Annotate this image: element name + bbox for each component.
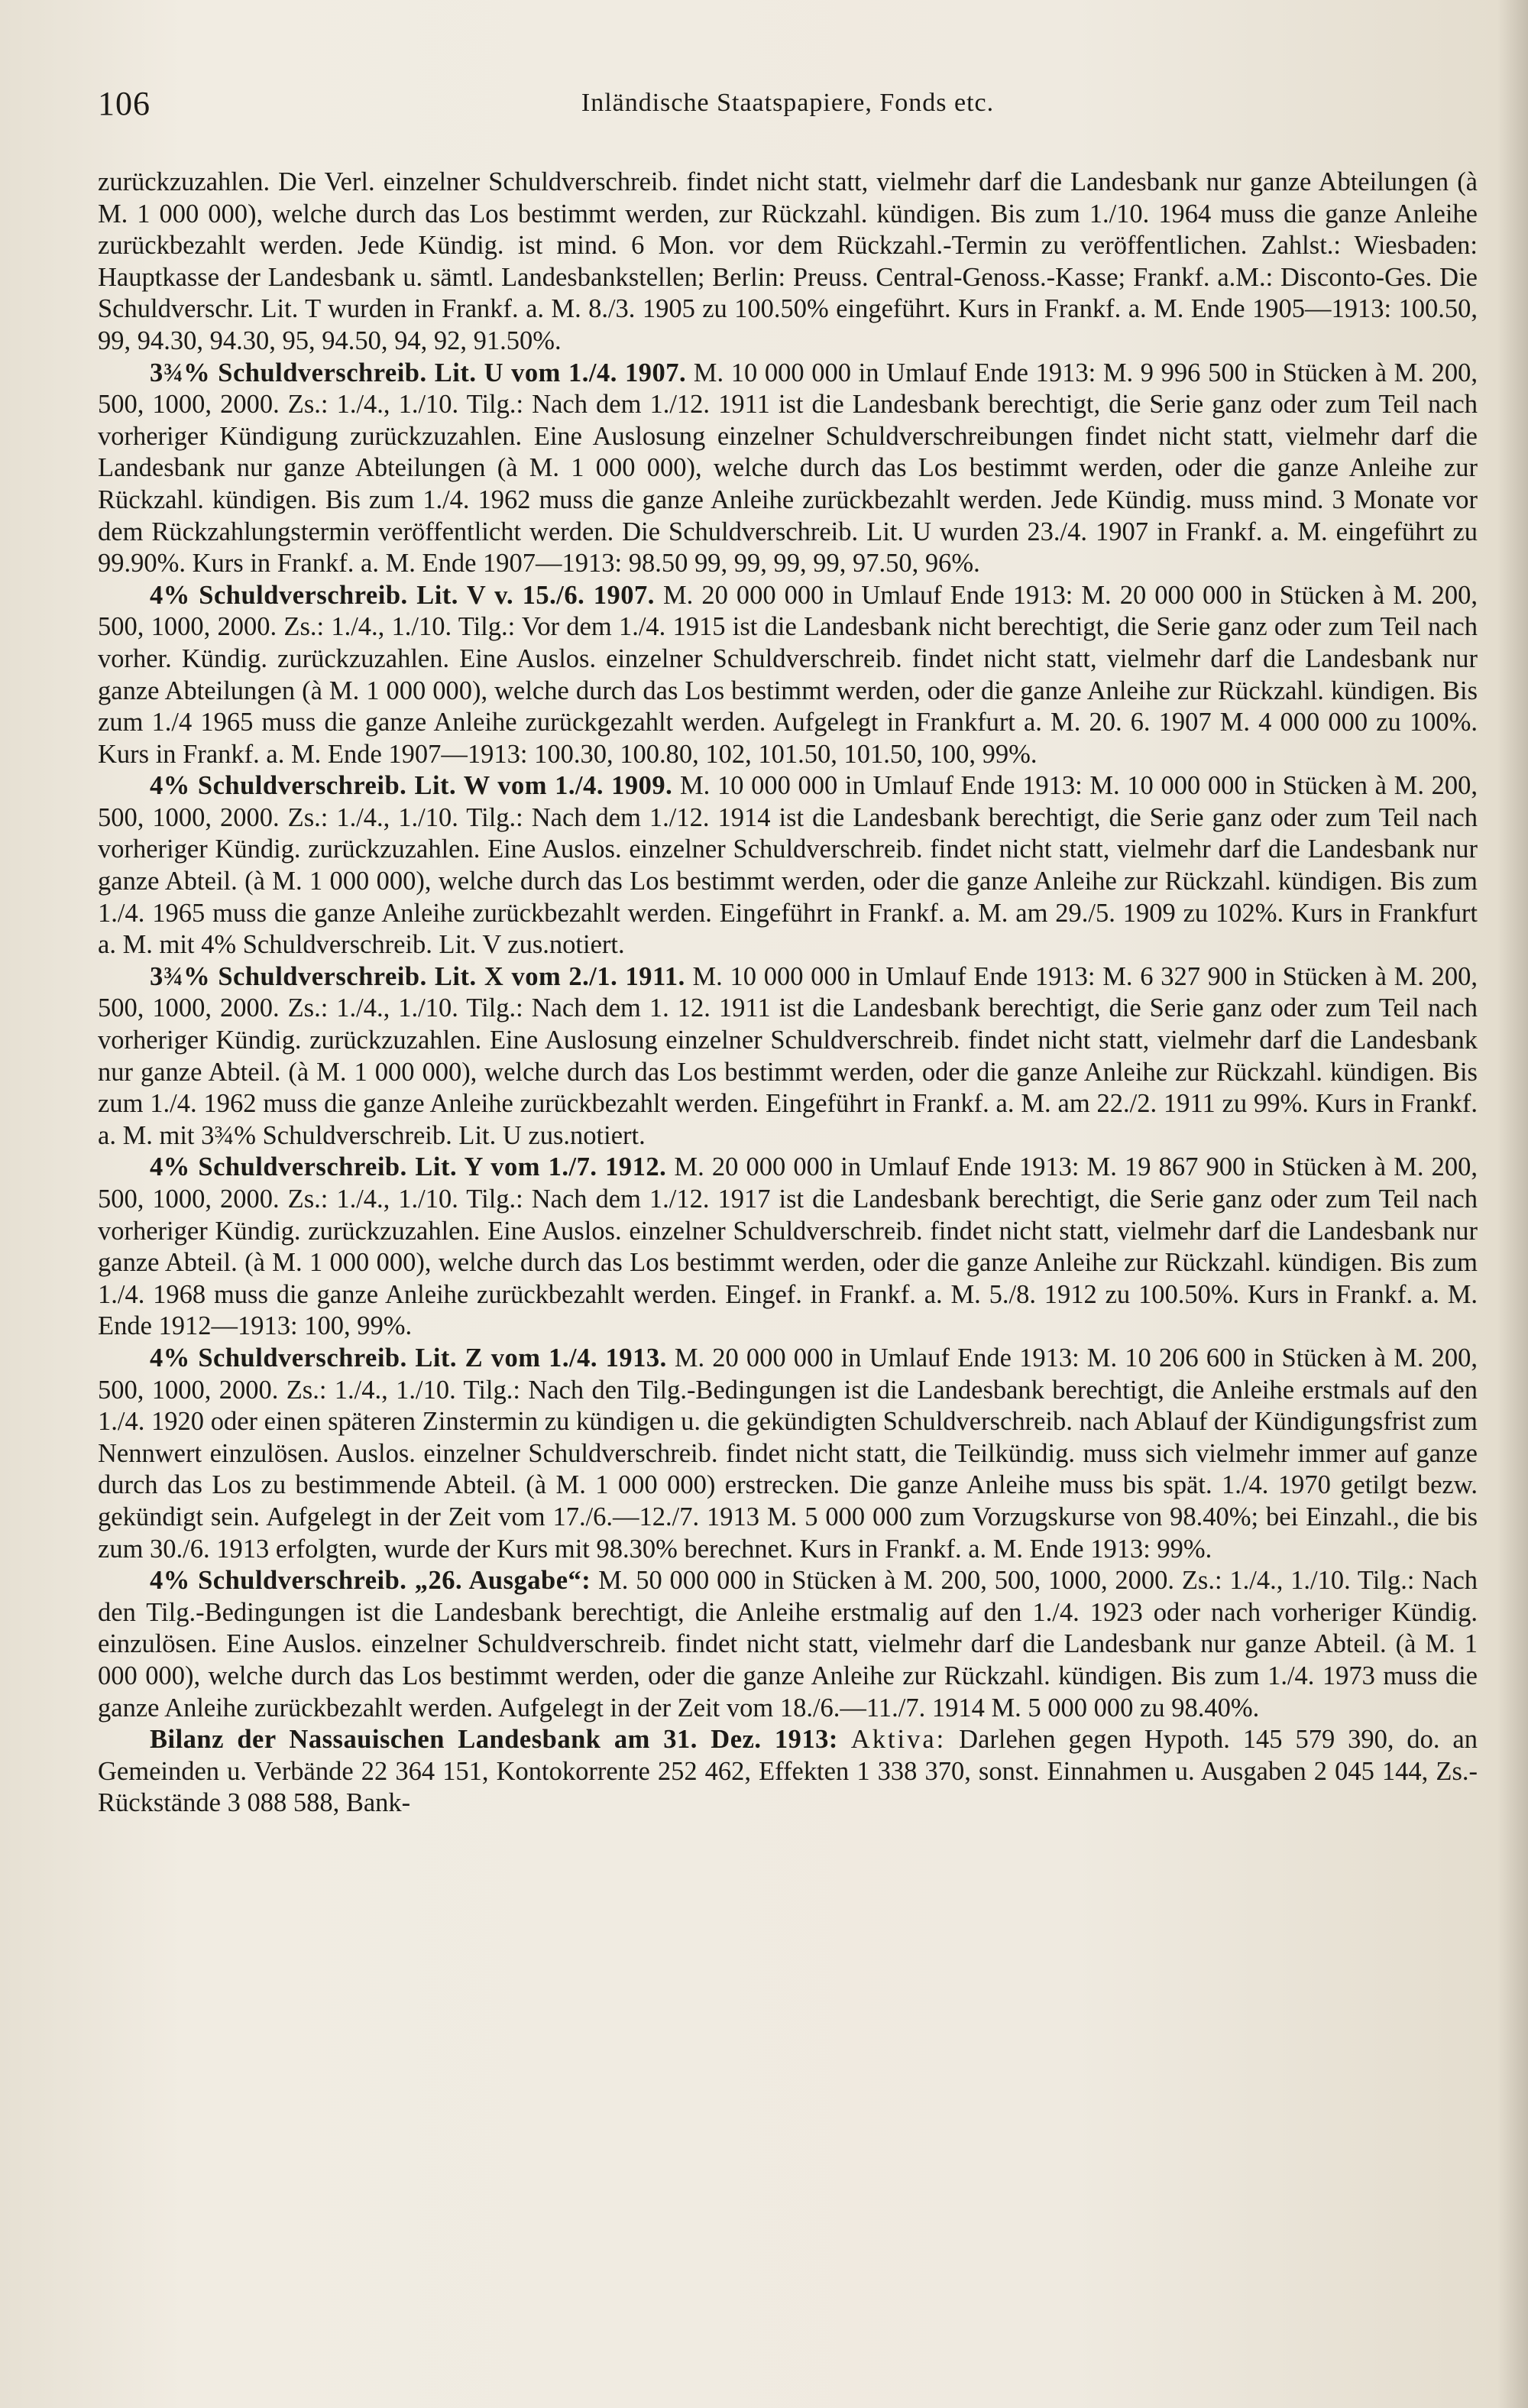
- running-title: Inländische Staatspapiere, Fonds etc.: [581, 89, 995, 117]
- paragraph-bilanz: [98, 1724, 1478, 1820]
- entry-heading: Bilanz der Nassauischen Landesbank am 31. Dez. 1913:: [150, 1725, 838, 1755]
- paragraph-lit-v: [98, 580, 1478, 771]
- page-number: 106: [98, 85, 151, 122]
- entry-heading: 3¾% Schuldverschreib. Lit. U vom 1./4. 1907.: [150, 358, 687, 387]
- paragraph-lit-z: [98, 1343, 1478, 1565]
- paragraph-lit-x: [98, 961, 1478, 1152]
- aktiva-label: Aktiva:: [850, 1725, 947, 1755]
- paragraph-text: Darlehen gegen Hypoth. 145 579 390, do. an Gemeinden u. Verbände 22 364 151, Kontokorrente 252 462, Effekten 1 338 370, sonst. Einnahmen u. Ausgaben 2 045 144, Zs.-Rückstände 3 088 588, Bank-: [98, 1725, 1478, 1818]
- page-edge-shadow: [1497, 0, 1528, 2408]
- paragraph-lit-u: [98, 358, 1478, 580]
- entry-heading: 4% Schuldverschreib. Lit. Y vom 1./7. 1912.: [150, 1152, 667, 1182]
- entry-heading: 4% Schuldverschreib. Lit. W vom 1./4. 1909.: [150, 771, 673, 801]
- paragraph-lit-y: [98, 1152, 1478, 1343]
- paragraph-26-ausgabe: [98, 1565, 1478, 1724]
- running-header: [98, 84, 1478, 138]
- body-text: [98, 167, 1478, 1820]
- paragraph-lit-t-continuation: [98, 167, 1478, 358]
- paragraph-text: M. 10 000 000 in Umlauf Ende 1913: M. 9 996 500 in Stücken à M. 200, 500, 1000, 2000. Zs.: 1./4., 1./10. Tilg.: Nach dem 1./12. 1911 ist die Landesbank berechtigt, die Serie ganz oder zum Teil nach vorheriger Kündigung zurückzuzahlen. Eine Auslosung einzelner Schuldverschreibungen findet nicht statt, vielmehr darf die Landesbank nur ganze Abteilungen (à M. 1 000 000), welche durch das Los bestimmt werden, oder die ganze Anleihe zur Rückzahl. kündigen. Bis zum 1./4. 1962 muss die ganze Anleihe zurückbezahlt werden. Jede Kündig. muss mind. 3 Monate vor dem Rückzahlungstermin veröffentlicht werden. Die Schuldverschreib. Lit. U wurden 23./4. 1907 in Frankf. a. M. eingeführt zu 99.90%. Kurs in Frankf. a. M. Ende 1907—1913: 98.50 99, 99, 99, 99, 97.50, 96%.: [98, 358, 1478, 579]
- entry-heading: 4% Schuldverschreib. Lit. Z vom 1./4. 1913.: [150, 1343, 667, 1373]
- paragraph-lit-w: [98, 770, 1478, 961]
- paragraph-text: M. 50 000 000 in Stücken à M. 200, 500, 1000, 2000. Zs.: 1./4., 1./10. Tilg.: Nach den Tilg.-Bedingungen ist die Landesbank berechtigt, die Anleihe erstmalig auf den 1./4. 1923 oder nach vorheriger Kündig. einzulösen. Eine Auslos. einzelner Schuldverschreib. findet nicht statt, vielmehr darf die Landesbank nur ganze Abteil. (à M. 1 000 000), welche durch das Los bestimmt werden, oder die ganze Anleihe zur Rückzahl. kündigen. Bis zum 1./4. 1973 muss die ganze Anleihe zurückbezahlt werden. Aufgelegt in der Zeit vom 18./6.—11./7. 1914 M. 5 000 000 zu 98.40%.: [98, 1566, 1478, 1723]
- paragraph-text: M. 20 000 000 in Umlauf Ende 1913: M. 10 206 600 in Stücken à M. 200, 500, 1000, 2000. Zs.: 1./4., 1./10. Tilg.: Nach den Tilg.-Bedingungen ist die Landesbank berechtigt, die Anleihe erstmals auf den 1./4. 1920 oder einen späteren Zinstermin zu kündigen u. die gekündigten Schuldverschreib. nach Ablauf der Kündigungsfrist zum Nennwert einzulösen. Auslos. einzelner Schuldverschreib. findet nicht statt, die Teilkündig. muss sich vielmehr immer auf ganze durch das Los zu bestimmende Abteil. (à M. 1 000 000) erstrecken. Die ganze Anleihe muss bis spät. 1./4. 1970 getilgt bezw. gekündigt sein. Aufgelegt in der Zeit vom 17./6.—12./7. 1913 M. 5 000 000 zum Vorzugskurse von 98.40%; bei Einzahl., die bis zum 30./6. 1913 erfolgten, wurde der Kurs mit 98.30% berechnet. Kurs in Frankf. a. M. Ende 1913: 99%.: [98, 1343, 1478, 1564]
- paragraph-text: M. 10 000 000 in Umlauf Ende 1913: M. 6 327 900 in Stücken à M. 200, 500, 1000, 2000. Zs.: 1./4., 1./10. Tilg.: Nach dem 1. 12. 1911 ist die Landesbank berechtigt, die Serie ganz oder zum Teil nach vorheriger Kündig. zurückzuzahlen. Eine Auslosung einzelner Schuldverschreib. findet nicht statt, vielmehr darf die Landesbank nur ganze Abteil. (à M. 1 000 000), welche durch das Los bestimmt werden, oder die ganze Anleihe zur Rückzahl. kündigen. Bis zum 1./4. 1962 muss die ganze Anleihe zurückbezahlt werden. Eingeführt in Frankf. a. M. am 22./2. 1911 zu 99%. Kurs in Frankf. a. M. mit 3¾% Schuldverschreib. Lit. U zus.notiert.: [98, 961, 1478, 1150]
- paragraph-text: M. 20 000 000 in Umlauf Ende 1913: M. 20 000 000 in Stücken à M. 200, 500, 1000, 2000. Zs.: 1./4., 1./10. Tilg.: Vor dem 1./4. 1915 ist die Landesbank nicht berechtigt, die Serie ganz oder zum Teil nach vorher. Kündig. zurückzuzahlen. Eine Auslos. einzelner Schuldverschreib. findet nicht statt, vielmehr darf die Landesbank nur ganze Abteilungen (à M. 1 000 000), welche durch das Los bestimmt werden, oder die ganze Anleihe zur Rückzahl. kündigen. Bis zum 1./4 1965 muss die ganze Anleihe zurückgezahlt werden. Aufgelegt in Frankfurt a. M. 20. 6. 1907 M. 4 000 000 zu 100%. Kurs in Frankf. a. M. Ende 1907—1913: 100.30, 100.80, 102, 101.50, 101.50, 100, 99%.: [98, 580, 1478, 769]
- paragraph-text: M. 10 000 000 in Umlauf Ende 1913: M. 10 000 000 in Stücken à M. 200, 500, 1000, 2000. Zs.: 1./4., 1./10. Tilg.: Nach dem 1./12. 1914 ist die Landesbank berechtigt, die Serie ganz oder zum Teil nach vorheriger Kündig. zurückzuzahlen. Eine Auslos. einzelner Schuldverschreib. findet nicht statt, vielmehr darf die Landesbank nur ganze Abteil. (à M. 1 000 000), welche durch das Los bestimmt werden, oder die ganze Anleihe zur Rückzahl. kündigen. Bis zum 1./4. 1965 muss die ganze Anleihe zurückbezahlt werden. Eingeführt in Frankf. a. M. am 29./5. 1909 zu 102%. Kurs in Frankfurt a. M. mit 4% Schuldverschreib. Lit. V zus.notiert.: [98, 771, 1478, 960]
- entry-heading: 3¾% Schuldverschreib. Lit. X vom 2./1. 1911.: [150, 961, 685, 991]
- paragraph-text: M. 20 000 000 in Umlauf Ende 1913: M. 19 867 900 in Stücken à M. 200, 500, 1000, 2000. Zs.: 1./4., 1./10. Tilg.: Nach dem 1./12. 1917 ist die Landesbank berechtigt, die Serie ganz oder zum Teil nach vorheriger Kündig. zurückzuzahlen. Eine Auslos. einzelner Schuldverschreib. findet nicht statt, vielmehr darf die Landesbank nur ganze Abteil. (à M. 1 000 000), welche durch das Los bestimmt werden, oder die ganze Anleihe zur Rückzahl. kündigen. Bis zum 1./4. 1968 muss die ganze Anleihe zurückbezahlt werden. Eingef. in Frankf. a. M. 5./8. 1912 zu 100.50%. Kurs in Frankf. a. M. Ende 1912—1913: 100, 99%.: [98, 1152, 1478, 1341]
- entry-heading: 4% Schuldverschreib. „26. Ausgabe“:: [150, 1566, 591, 1596]
- paragraph-text: zurückzuzahlen. Die Verl. einzelner Schuldverschreib. findet nicht statt, vielmehr darf die Landesbank nur ganze Abteilungen (à M. 1 000 000), welche durch das Los bestimmt werden, zur Rückzahl. kündigen. Bis zum 1./10. 1964 muss die ganze Anleihe zurückbezahlt werden. Jede Kündig. ist mind. 6 Mon. vor dem Rückzahl.-Termin zu veröffentlichen. Zahlst.: Wiesbaden: Hauptkasse der Landesbank u. sämtl. Landesbankstellen; Berlin: Preuss. Central-Genoss.-Kasse; Frankf. a.M.: Disconto-Ges. Die Schuldverschr. Lit. T wurden in Frankf. a. M. 8./3. 1905 zu 100.50% eingeführt. Kurs in Frankf. a. M. Ende 1905—1913: 100.50, 99, 94.30, 94.30, 95, 94.50, 94, 92, 91.50%.: [98, 167, 1478, 355]
- entry-heading: 4% Schuldverschreib. Lit. V v. 15./6. 1907.: [150, 580, 655, 610]
